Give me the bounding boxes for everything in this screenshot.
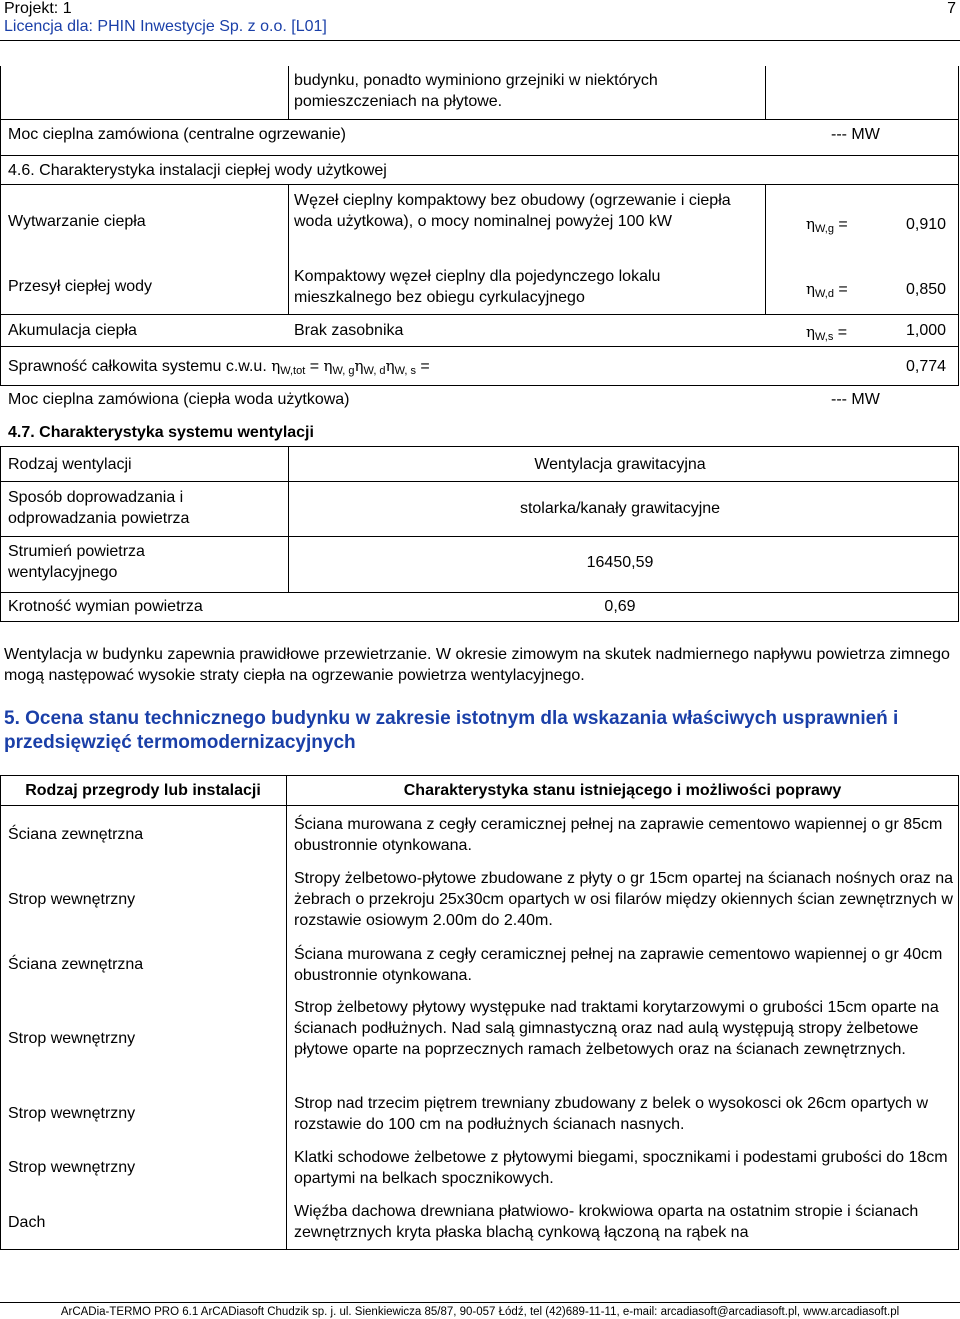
footer-rule	[0, 1302, 960, 1303]
row-description: Strop nad trzecim piętrem trewniany zbudowany z belek o wysokosci ok 26cm opartych w rozstawie do 100 cm na podłużnych ścianach nasnych.	[294, 1095, 929, 1133]
vent-label-type: Rodzaj wentylacji	[8, 456, 132, 473]
hot-water-heading: 4.6. Charakterystyka instalacji ciepłej wody użytkowej	[8, 162, 387, 179]
license-label: Licencja dla: PHIN Inwestycje Sp. z o.o. [L01]	[4, 18, 327, 35]
hw-label-transfer: Przesył ciepłej wody	[8, 278, 153, 295]
ventilation-heading: 4.7. Charakterystyka systemu wentylacji	[8, 424, 314, 441]
row-type: Dach	[8, 1214, 46, 1231]
section5-heading: 5. Ocena stanu technicznego budynku w zakresie istotnym dla wskazania właściwych usprawnień i przedsięwzięć termomodernizacyjnych	[4, 708, 899, 753]
hw-eff-generation: $\eta_{W,g}$ =	[806, 215, 848, 235]
hw-label-storage: Akumulacja ciepła	[8, 322, 137, 339]
vent-value-type: Wentylacja grawitacyjna	[534, 456, 706, 473]
vent-value-supply: stolarka/kanały grawitacyjne	[519, 500, 721, 517]
hw-power-value: --- MW	[831, 391, 880, 408]
vent-value-flow: 16450,59	[586, 554, 654, 571]
page-number: 7	[947, 0, 956, 17]
row-description: Więźba dachowa drewniana płatwiowo- krokwiowa oparta na ostatnim stropie i ścianach zewnętrznych kryta płaska blachą cynkową łączoną na rąbek na	[294, 1203, 919, 1241]
top-box-text: budynku, ponadto wyminiono grzejniki w niektórych pomieszczeniach na płytowe.	[294, 72, 658, 110]
row-type: Strop wewnętrzny	[8, 1105, 136, 1122]
hw-eff-transfer: $\eta_{W,d}$ =	[806, 280, 848, 300]
row-description: Strop żelbetowy płytowy występuke nad traktami korytarzowymi o grubości 15cm oparte na ścianach podłużnych. Nad salą gimnastyczną oraz nad aulą występują stropy żelbetowe płytowe oparte na poprzecznych ramach żelbetowych oraz na ścianach zewnętrznych.	[294, 999, 939, 1058]
hw-eff-storage: $\eta_{W,s}$ =	[806, 323, 848, 343]
row-type: Strop wewnętrzny	[8, 891, 136, 908]
row-description: Stropy żelbetowo-płytowe zbudowane z płyty o gr 15cm opartej na ścianach nośnych oraz na żebrach o przekroju 25x30cm opartych w osi filarów między okiennych ścian zewnętrznych w rozstawie osiowym 2.00m do 2.40m.	[294, 870, 954, 929]
hw-desc-generation: Węzeł cieplny kompaktowy bez obudowy (ogrzewanie i ciepła woda użytkowa), o mocy nominalnej powyżej 100 kW	[294, 192, 731, 230]
hw-desc-storage: Brak zasobnika	[294, 322, 404, 339]
ventilation-note: Wentylacja w budynku zapewnia prawidłowe przewietrzanie. W okresie zimowym na skutek nadmiernego napływu powietrza zimnego mogą następować wysokie straty ciepła na ogrzewanie powietrza wentylacyjnego.	[4, 646, 950, 684]
row-type: Strop wewnętrzny	[8, 1159, 136, 1176]
footer-text: ArCADia-TERMO PRO 6.1 ArCADiasoft Chudzik sp. j. ul. Sienkiewicza 85/87, 90-057 Łódź, tel (42)689-11-11, e-mail: arcadiasoft@arcadiasoft.pl, www.arcadiasoft.pl	[60, 1306, 900, 1318]
row-type: Ściana zewnętrzna	[8, 826, 144, 843]
col-header-type: Rodzaj przegrody lub instalacji	[25, 782, 261, 799]
vent-label-flow: Strumień powietrza wentylacyjnego	[8, 543, 145, 581]
header-rule	[0, 40, 960, 41]
row-type: Ściana zewnętrzna	[8, 956, 144, 973]
vent-value-exchange: 0,69	[604, 598, 636, 615]
hw-value-transfer: 0,850	[906, 281, 947, 298]
hw-value-generation: 0,910	[906, 216, 947, 233]
hw-desc-transfer: Kompaktowy węzeł cieplny dla pojedynczego lokalu mieszkalnego bez obiegu cyrkulacyjnego	[294, 268, 661, 306]
hw-total-formula: Sprawność całkowita systemu c.w.u. $\eta_{W,tot} = \eta_{W, g}\eta_{W, d}\eta_{W, s}$ =	[8, 357, 430, 377]
col-header-description: Charakterystyka stanu istniejącego i możliwości poprawy	[403, 782, 842, 799]
hw-total-value: 0,774	[906, 358, 947, 375]
hw-power-label: Moc cieplna zamówiona (ciepła woda użytkowa)	[8, 391, 350, 408]
hw-label-generation: Wytwarzanie ciepła	[8, 213, 146, 230]
row-description: Klatki schodowe żelbetowe z płytowymi biegami, spocznikami i podestami grubości do 18cm opartymi na belkach spocznikowych.	[294, 1149, 948, 1187]
heating-power-label: Moc cieplna zamówiona (centralne ogrzewanie)	[8, 126, 346, 143]
row-type: Strop wewnętrzny	[8, 1030, 136, 1047]
hw-value-storage: 1,000	[906, 322, 947, 339]
row-description: Ściana murowana z cegły ceramicznej pełnej na zaprawie cementowo wapiennej o gr 40cm obustronnie otynkowana.	[294, 946, 943, 984]
row-description: Ściana murowana z cegły ceramicznej pełnej na zaprawie cementowo wapiennej o gr 85cm obustronnie otynkowana.	[294, 816, 943, 854]
project-label: Projekt: 1	[4, 0, 72, 17]
vent-label-supply: Sposób doprowadzania i odprowadzania powietrza	[8, 489, 190, 527]
vent-label-exchange: Krotność wymian powietrza	[8, 598, 203, 615]
heating-power-value: --- MW	[831, 126, 880, 143]
